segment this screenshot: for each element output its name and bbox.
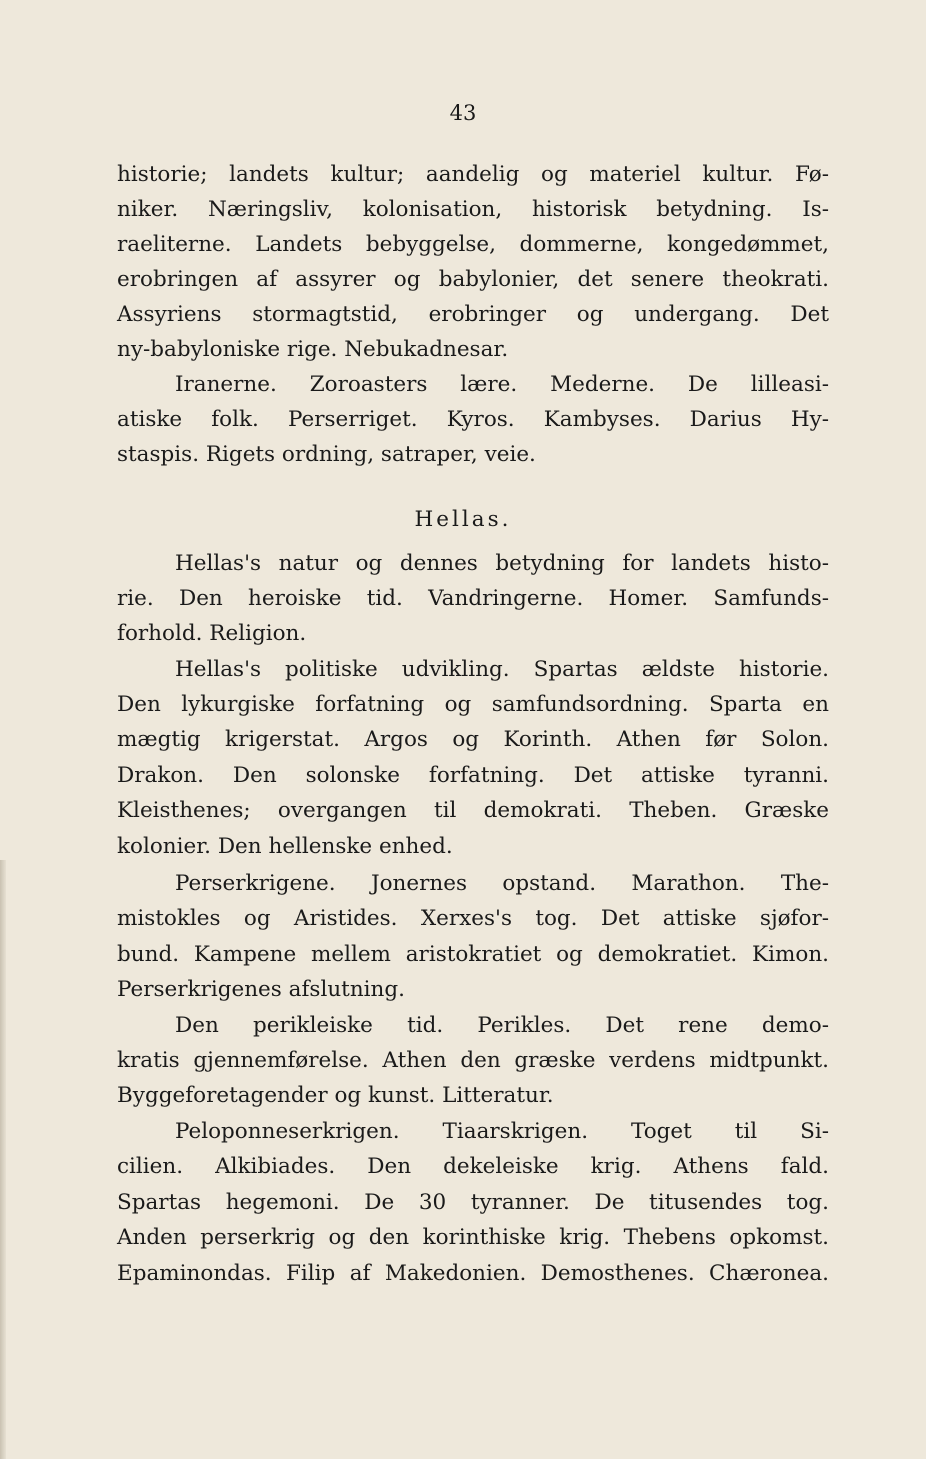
- text-line: raeliterne. Landets bebyggelse, dommerne, kongedømmet,: [117, 232, 829, 257]
- text-line: Peloponneserkrigen. Tiaarskrigen. Toget til Si-: [175, 1119, 829, 1144]
- text-line: staspis. Rigets ordning, satraper, veie.: [117, 442, 536, 467]
- text-line: rie. Den heroiske tid. Vandringerne. Homer. Samfunds-: [117, 586, 829, 611]
- page-number: 43: [449, 101, 477, 125]
- text-line: bund. Kampene mellem aristokratiet og demokratiet. Kimon.: [117, 942, 829, 967]
- text-line: Den lykurgiske forfatning og samfundsordning. Sparta en: [117, 692, 829, 717]
- text-line: kratis gjennemførelse. Athen den græske verdens midtpunkt.: [117, 1048, 829, 1073]
- text-line: niker. Næringsliv, kolonisation, historisk betydning. Is-: [117, 197, 829, 222]
- text-line: Den perikleiske tid. Perikles. Det rene demo-: [175, 1013, 829, 1038]
- section-heading: Hellas.: [414, 507, 512, 532]
- text-line: kolonier. Den hellenske enhed.: [117, 834, 453, 859]
- text-line: forhold. Religion.: [117, 621, 307, 646]
- text-line: Iranerne. Zoroasters lære. Mederne. De lilleasi-: [175, 372, 829, 397]
- text-line: Hellas's natur og dennes betydning for landets histo-: [175, 551, 829, 576]
- text-line: cilien. Alkibiades. Den dekeleiske krig. Athens fald.: [117, 1154, 829, 1179]
- text-line: Anden perserkrig og den korinthiske krig. Thebens opkomst.: [117, 1225, 829, 1250]
- text-line: Hellas's politiske udvikling. Spartas ældste historie.: [175, 657, 829, 682]
- text-line: mistokles og Aristides. Xerxes's tog. Det attiske sjøfor-: [117, 906, 829, 931]
- text-line: historie; landets kultur; aandelig og materiel kultur. Fø-: [117, 162, 829, 187]
- text-line: Epaminondas. Filip af Makedonien. Demosthenes. Chæronea.: [117, 1261, 829, 1286]
- text-line: atiske folk. Perserriget. Kyros. Kambyses. Darius Hy-: [117, 407, 829, 432]
- page-edge-shadow: [0, 860, 6, 1459]
- text-line: erobringen af assyrer og babylonier, det senere theokrati.: [117, 267, 829, 292]
- text-line: Kleisthenes; overgangen til demokrati. Theben. Græske: [117, 798, 829, 823]
- text-line: ny-babyloniske rige. Nebukadnesar.: [117, 337, 509, 362]
- text-line: mægtig krigerstat. Argos og Korinth. Athen før Solon.: [117, 727, 829, 752]
- text-line: Byggeforetagender og kunst. Litteratur.: [117, 1083, 554, 1108]
- text-line: Perserkrigene. Jonernes opstand. Marathon. The-: [175, 871, 829, 896]
- text-line: Spartas hegemoni. De 30 tyranner. De titusendes tog.: [117, 1190, 829, 1215]
- text-line: Assyriens stormagtstid, erobringer og undergang. Det: [117, 302, 829, 327]
- text-line: Perserkrigenes afslutning.: [117, 977, 405, 1002]
- text-line: Drakon. Den solonske forfatning. Det attiske tyranni.: [117, 763, 829, 788]
